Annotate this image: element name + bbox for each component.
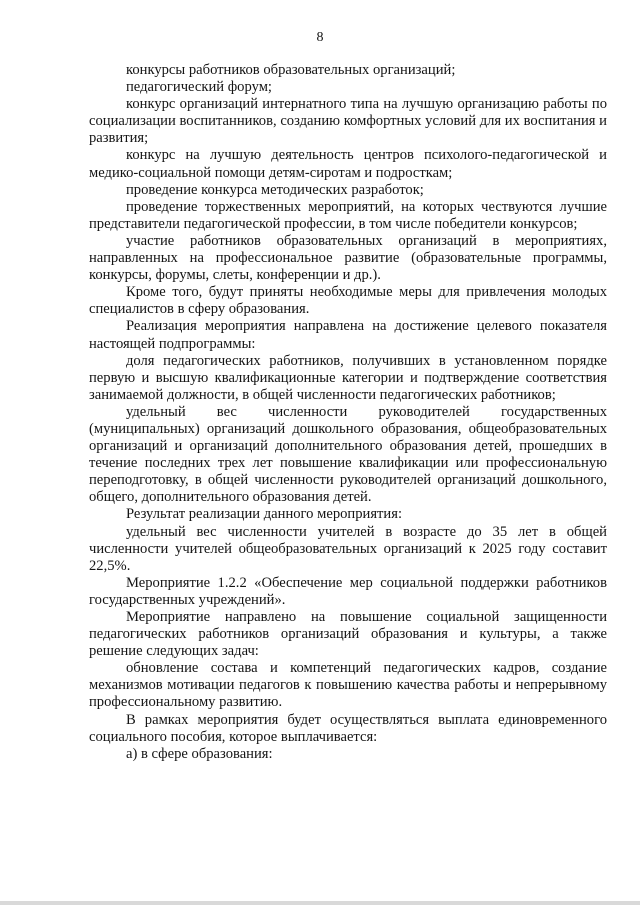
- paragraph: проведение конкурса методических разработок;: [126, 181, 424, 198]
- paragraph: Мероприятие 1.2.2 «Обеспечение мер социальной поддержки работников государственных учреждений».: [89, 574, 607, 608]
- paragraph: Кроме того, будут приняты необходимые меры для привлечения молодых специалистов в сферу образования.: [89, 284, 607, 318]
- paragraph: удельный вес численности руководителей государственных (муниципальных) организаций дошкольного образования, общеобразовательных организаций и организаций дополнительного образования детей, прошедших в течение последних трех лет повышение квалификации или профессиональную переподготовку, в общей численности руководителей организаций дошкольного, общего, дополнительного образования детей.: [89, 403, 607, 506]
- paragraph: Результат реализации данного мероприятия:: [126, 506, 403, 523]
- paragraph: а) в сфере образования:: [126, 745, 273, 762]
- paragraph: Реализация мероприятия направлена на достижение целевого показателя настоящей подпрограммы:: [89, 318, 607, 352]
- paragraph: доля педагогических работников, получивших в установленном порядке первую и высшую квалификационные категории и подтверждение соответствия занимаемой должности, в общей численности педагогических работников;: [89, 352, 607, 403]
- paragraph: обновление состава и компетенций педагогических кадров, создание механизмов мотивации педагогов к повышению качества работы и непрерывному профессиональному развитию.: [89, 660, 607, 711]
- paragraph: конкурсы работников образовательных организаций;: [126, 62, 456, 78]
- paragraph: Мероприятие направлено на повышение социальной защищенности педагогических работников организаций образования и культуры, а также решение следующих задач:: [89, 609, 607, 660]
- paragraph: проведение торжественных мероприятий, на которых чествуются лучшие представители педагогической профессии, в том числе победители конкурсов;: [89, 198, 607, 232]
- page-bottom-edge: [0, 901, 640, 905]
- paragraph: конкурс организаций интернатного типа на лучшую организацию работы по социализации воспитанников, созданию комфортных условий для их воспитания и развития;: [89, 96, 607, 147]
- paragraph: педагогический форум;: [126, 79, 272, 96]
- document-body: [89, 62, 607, 763]
- paragraph: В рамках мероприятия будет осуществляться выплата единовременного социального пособия, которое выплачивается:: [89, 711, 607, 745]
- page-number: 8: [316, 30, 324, 45]
- paragraph: удельный вес численности учителей в возрасте до 35 лет в общей численности учителей общеобразовательных организаций к 2025 году составит 22,5%.: [89, 523, 607, 574]
- paragraph: конкурс на лучшую деятельность центров психолого-педагогической и медико-социальной помощи детям-сиротам и подросткам;: [89, 147, 607, 181]
- paragraph: участие работников образовательных организаций в мероприятиях, направленных на профессиональное развитие (образовательные программы, конкурсы, форумы, слеты, конференции и др.).: [89, 232, 607, 284]
